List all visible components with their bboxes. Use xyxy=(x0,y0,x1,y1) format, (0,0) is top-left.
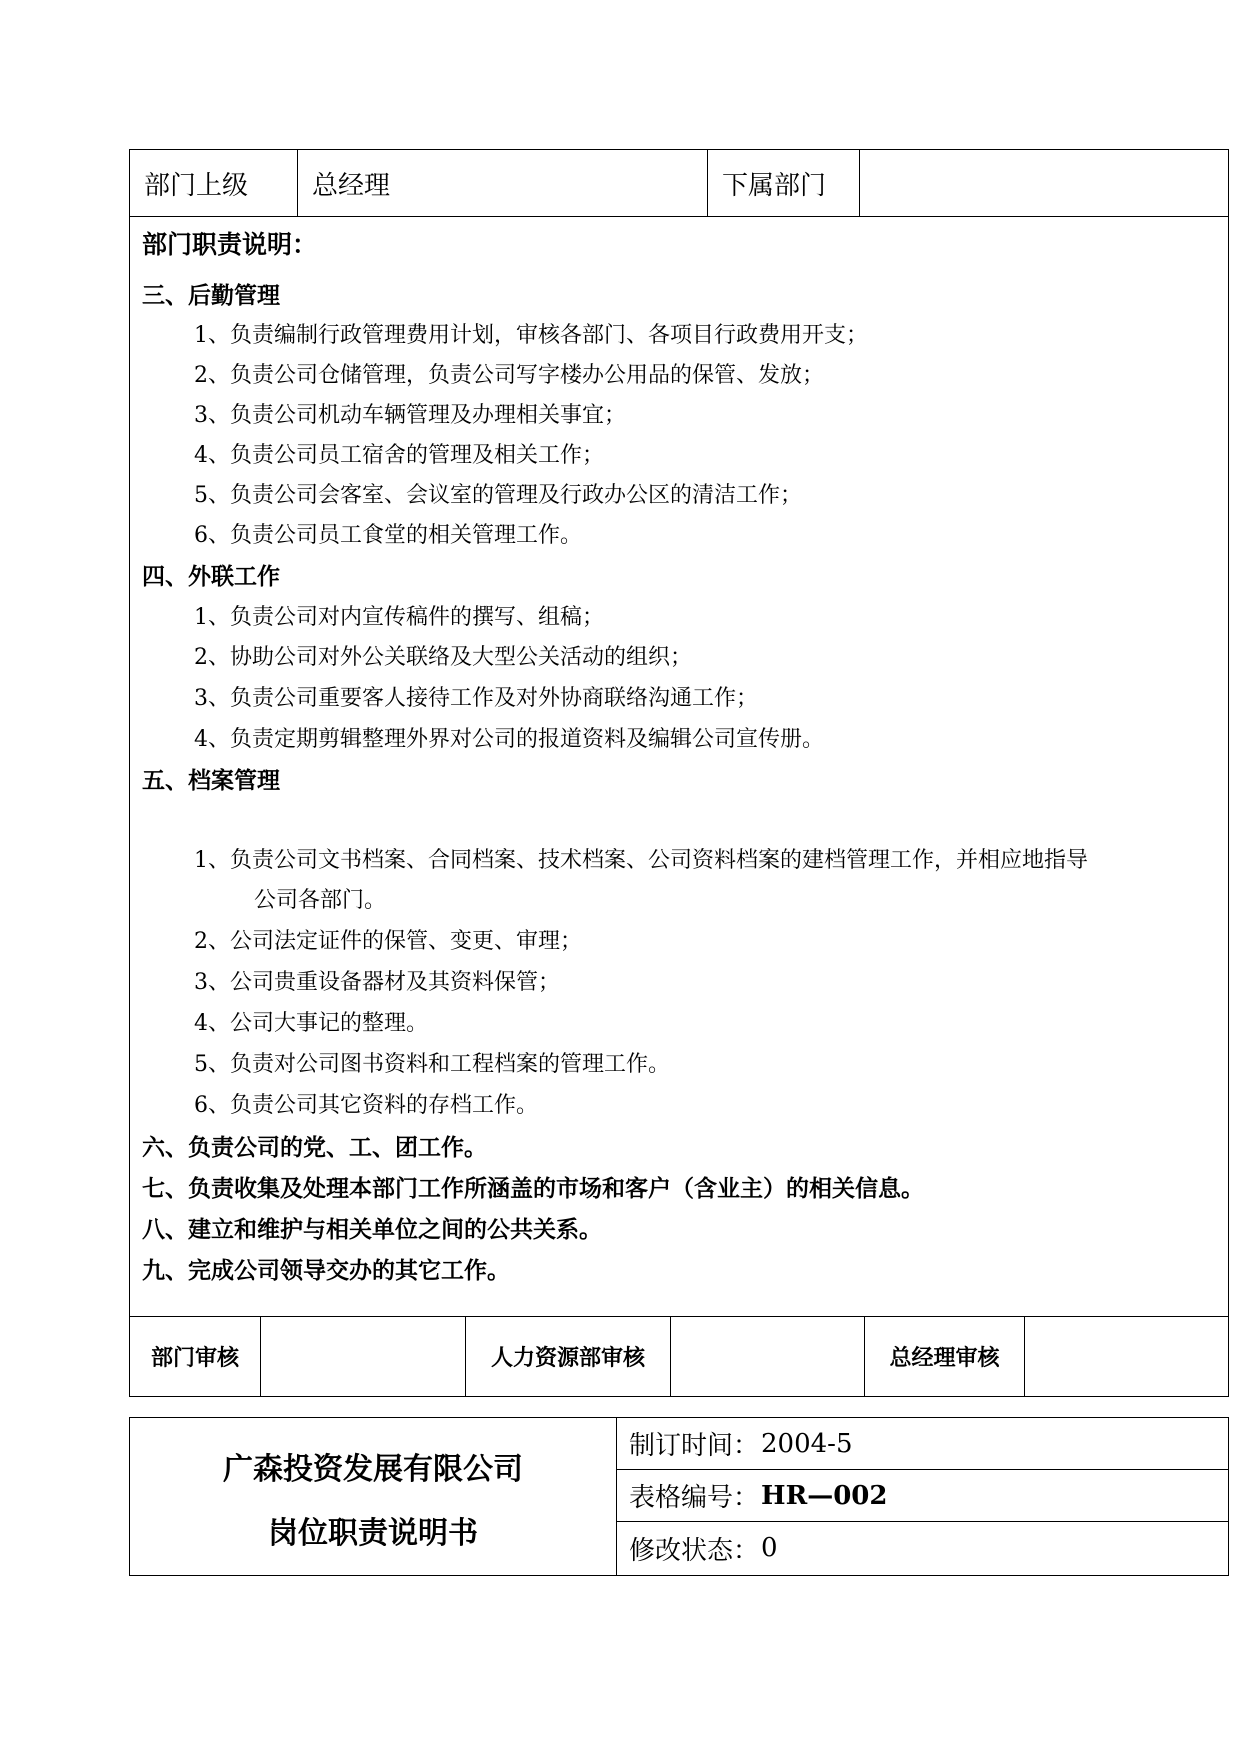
section-3-title: 三、后勤管理 xyxy=(142,283,280,309)
parent-dept-value: 总经理 xyxy=(298,150,708,216)
list-item: 2、公司法定证件的保管、变更、审理； xyxy=(194,929,582,954)
footer-meta-block xyxy=(617,1418,1228,1575)
list-item: 4、负责公司员工宿舍的管理及相关工作； xyxy=(194,443,604,468)
status-label: 修改状态： xyxy=(629,1535,760,1566)
date-row xyxy=(617,1418,1228,1470)
dept-review-label: 部门审核 xyxy=(130,1317,261,1396)
list-item: 3、公司贵重设备器材及其资料保管； xyxy=(194,970,560,995)
review-row xyxy=(130,1316,1228,1396)
gm-review-label: 总经理审核 xyxy=(865,1317,1025,1396)
document-footer xyxy=(129,1417,1229,1576)
list-item: 1、负责公司文书档案、合同档案、技术档案、公司资料档案的建档管理工作，并相应地指导 xyxy=(194,848,1089,873)
section-4-title: 四、外联工作 xyxy=(142,564,280,590)
document-title: 岗位职责说明书 xyxy=(268,1516,478,1551)
section-6: 六、负责公司的党、工、团工作。 xyxy=(142,1135,487,1161)
parent-dept-label: 部门上级 xyxy=(130,150,298,216)
list-item: 4、负责定期剪辑整理外界对公司的报道资料及编辑公司宣传册。 xyxy=(194,727,824,752)
date-value: 2004-5 xyxy=(761,1428,853,1459)
list-item: 5、负责公司会客室、会议室的管理及行政办公区的清洁工作； xyxy=(194,483,802,508)
date-label: 制订时间： xyxy=(629,1431,760,1461)
list-item: 6、负责公司其它资料的存档工作。 xyxy=(194,1093,538,1118)
list-item: 2、负责公司仓储管理，负责公司写字楼办公用品的保管、发放； xyxy=(194,363,824,388)
sub-dept-label: 下属部门 xyxy=(708,150,860,216)
code-value: HR—002 xyxy=(761,1480,888,1511)
hr-review-signature-field[interactable] xyxy=(671,1317,865,1396)
list-item: 2、协助公司对外公关联络及大型公关活动的组织； xyxy=(194,645,692,670)
dept-review-signature-field[interactable] xyxy=(261,1317,466,1396)
code-row xyxy=(617,1470,1228,1522)
duties-heading: 部门职责说明： xyxy=(142,230,318,259)
company-name: 广森投资发展有限公司 xyxy=(223,1452,523,1487)
header-row xyxy=(130,150,1228,217)
list-item: 6、负责公司员工食堂的相关管理工作。 xyxy=(194,523,582,548)
list-item: 4、公司大事记的整理。 xyxy=(194,1011,428,1036)
hr-review-label: 人力资源部审核 xyxy=(466,1317,671,1396)
status-row xyxy=(617,1522,1228,1574)
list-item-continuation: 公司各部门。 xyxy=(254,888,387,913)
list-item: 3、负责公司重要客人接待工作及对外协商联络沟通工作； xyxy=(194,686,758,711)
gm-review-signature-field[interactable] xyxy=(1025,1317,1228,1396)
sub-dept-value xyxy=(860,150,1228,216)
section-5-title: 五、档案管理 xyxy=(142,768,280,794)
code-label: 表格编号： xyxy=(629,1483,760,1513)
status-value: 0 xyxy=(761,1533,778,1563)
list-item: 1、负责公司对内宣传稿件的撰写、组稿； xyxy=(194,605,604,630)
list-item: 1、负责编制行政管理费用计划，审核各部门、各项目行政费用开支； xyxy=(194,323,868,348)
footer-title-block xyxy=(130,1418,617,1575)
duty-table xyxy=(129,149,1229,1397)
section-9: 九、完成公司领导交办的其它工作。 xyxy=(142,1258,510,1284)
section-7: 七、负责收集及处理本部门工作所涵盖的市场和客户（含业主）的相关信息。 xyxy=(142,1176,924,1202)
list-item: 5、负责对公司图书资料和工程档案的管理工作。 xyxy=(194,1052,670,1077)
list-item: 3、负责公司机动车辆管理及办理相关事宜； xyxy=(194,403,626,428)
section-8: 八、建立和维护与相关单位之间的公共关系。 xyxy=(142,1217,602,1243)
